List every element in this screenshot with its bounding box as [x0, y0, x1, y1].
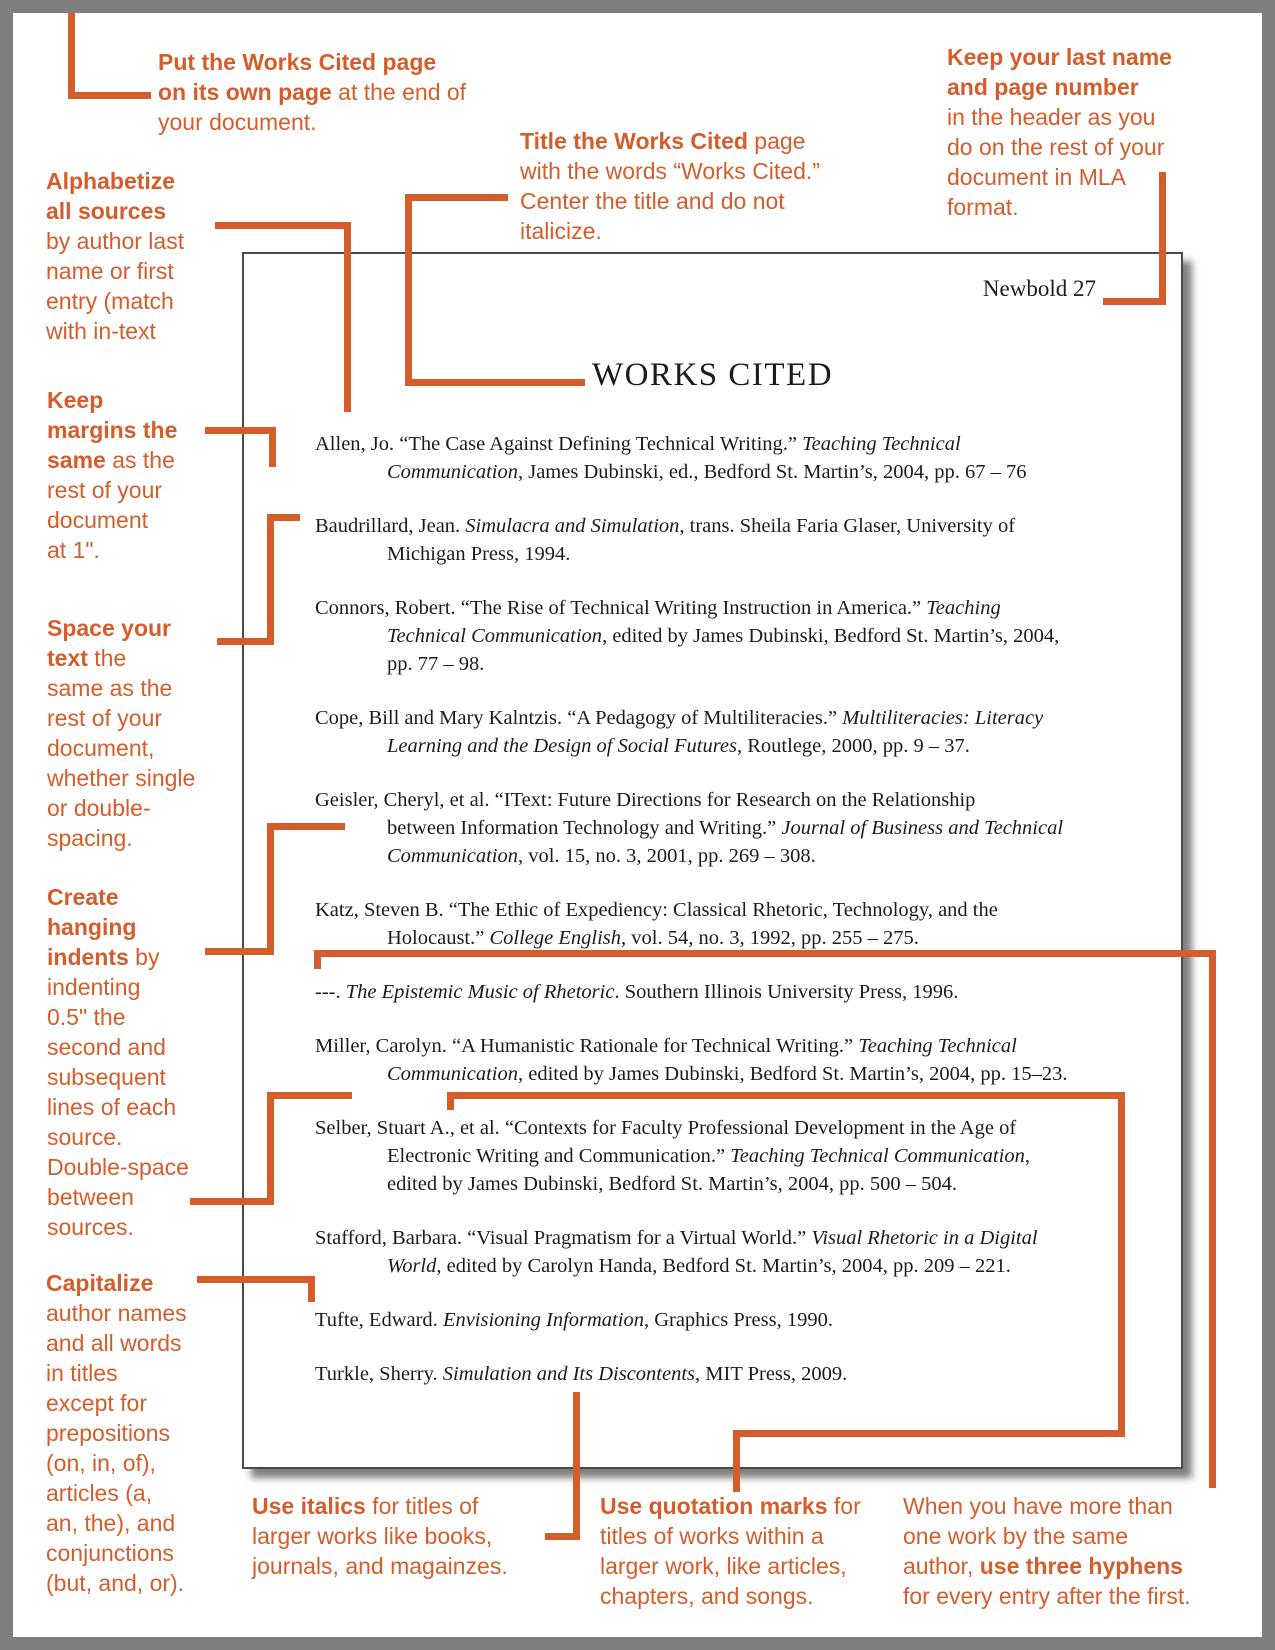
annotation-line: an, the), and [46, 1510, 176, 1536]
citation-line: Miller, Carolyn. “A Humanistic Rationale for Technical Writing.” Teaching Technical [315, 1035, 1017, 1057]
connector-quotation-horizontal-top [447, 1092, 1125, 1099]
annotation-put-own-page [158, 47, 466, 137]
annotation-use-quotation-marks [600, 1491, 861, 1611]
annotation-line: do on the rest of your [947, 134, 1165, 160]
citation-entry [315, 1032, 1181, 1088]
connector-italics-vertical [573, 1392, 580, 1540]
annotation-line: journals, and magainzes. [252, 1553, 508, 1579]
citation-line: Cope, Bill and Mary Kalntzis. “A Pedagogy of Multiliteracies.” Multiliteracies: Literacy [315, 707, 1044, 729]
annotation-line: indents by [47, 944, 160, 970]
annotation-line: lines of each [47, 1094, 177, 1120]
annotation-capitalize [46, 1268, 187, 1598]
citation-line: pp. 77 – 98. [387, 653, 485, 675]
annotation-line: by author last [46, 228, 185, 254]
annotation-three-hyphens [903, 1491, 1191, 1611]
annotation-line: format. [947, 194, 1019, 220]
annotation-line: Create [47, 884, 119, 910]
annotation-line: same as the [47, 675, 173, 701]
connector-margins-vertical [269, 427, 276, 467]
citation-line: Communication, James Dubinski, ed., Bedford St. Martin’s, 2004, pp. 67 – 76 [387, 461, 1027, 483]
citation-line: Learning and the Design of Social Futures, Routlege, 2000, pp. 9 – 37. [387, 735, 970, 757]
annotation-line: second and [47, 1034, 166, 1060]
connector-title-horizontal-top [405, 194, 508, 201]
annotation-last-name-page-number [947, 42, 1172, 222]
citation-line: between Information Technology and Writing.” Journal of Business and Technical [387, 817, 1064, 839]
annotation-title-works-cited [520, 126, 820, 246]
works-cited-paper [242, 252, 1183, 1469]
citation-entry [315, 1360, 1181, 1388]
annotation-line: 0.5" the [47, 1004, 126, 1030]
annotation-line: document, [47, 735, 155, 761]
citation-line: Geisler, Cheryl, et al. “IText: Future Directions for Research on the Relationship [315, 789, 976, 811]
annotation-line: entry (match [46, 288, 174, 314]
citations-list [315, 430, 1181, 1388]
connector-margins-horizontal [205, 427, 276, 434]
connector-capitalize-stub [308, 1276, 315, 1302]
connector-three-hyphens-vertical [1209, 950, 1216, 1488]
citation-line: World, edited by Carolyn Handa, Bedford St. Martin’s, 2004, pp. 209 – 221. [387, 1255, 1011, 1277]
annotation-line: Center the title and do not [520, 188, 785, 214]
connector-quotation-vertical-left [733, 1430, 740, 1492]
citation-entry [315, 786, 1181, 870]
annotation-line: rest of your [47, 705, 163, 731]
annotation-line: at 1". [47, 537, 100, 563]
annotation-line: in the header as you [947, 104, 1156, 130]
annotation-line: (on, in, of), [46, 1450, 156, 1476]
citation-line: Selber, Stuart A., et al. “Contexts for Faculty Professional Development in the Age of [315, 1117, 1017, 1139]
connector-quotation-vertical-right [1118, 1092, 1125, 1437]
citation-entry [315, 594, 1181, 678]
connector-put-own-page-horizontal [68, 92, 151, 99]
citation-entry [315, 1224, 1181, 1280]
annotation-line: When you have more than [903, 1493, 1173, 1519]
annotation-line: (but, and, or). [46, 1570, 185, 1596]
annotation-line: prepositions [46, 1420, 171, 1446]
citation-line: Connors, Robert. “The Rise of Technical Writing Instruction in America.” Teaching [315, 597, 1001, 619]
annotation-line: Use quotation marks for [600, 1493, 861, 1519]
connector-quotation-horizontal-bottom [733, 1430, 1125, 1437]
citation-line: Katz, Steven B. “The Ethic of Expediency: Classical Rhetoric, Technology, and the [315, 899, 998, 921]
annotation-keep-margins [47, 385, 177, 565]
annotation-line: and page number [947, 74, 1139, 100]
connector-alphabetize-horizontal [215, 222, 351, 229]
annotation-line: chapters, and songs. [600, 1583, 814, 1609]
annotation-line: Title the Works Cited page [520, 128, 806, 154]
connector-spacing-horizontal-bottom [217, 638, 274, 645]
annotation-line: with the words “Works Cited.” [520, 158, 820, 184]
annotation-line: text the [47, 645, 127, 671]
citation-line: Turkle, Sherry. Simulation and Its Discontents, MIT Press, 2009. [315, 1363, 848, 1385]
works-cited-title: WORKS CITED [591, 357, 834, 393]
annotation-line: subsequent [47, 1064, 166, 1090]
annotation-line: Keep [47, 387, 104, 413]
citation-entry [315, 512, 1181, 568]
connector-spacing-vertical [267, 514, 274, 645]
citation-line: Michigan Press, 1994. [387, 543, 571, 565]
annotation-line: for every entry after the first. [903, 1583, 1191, 1609]
annotation-line: larger work, like articles, [600, 1553, 847, 1579]
annotation-line: author names [46, 1300, 187, 1326]
citation-entry [315, 1306, 1181, 1334]
annotation-line: name or first [46, 258, 174, 284]
connector-hanging-vertical [267, 823, 274, 955]
annotation-hanging-indents [47, 882, 189, 1242]
annotation-line: author, use three hyphens [903, 1553, 1183, 1579]
citation-entry [315, 704, 1181, 760]
citation-line: Communication, vol. 15, no. 3, 2001, pp. 269 – 308. [387, 845, 816, 867]
annotation-line: Use italics for titles of [252, 1493, 479, 1519]
annotation-line: Capitalize [46, 1270, 154, 1296]
annotation-line: and all words [46, 1330, 182, 1356]
annotation-line: Keep your last name [947, 44, 1172, 70]
citation-entry [315, 1114, 1181, 1198]
annotation-line: Alphabetize [46, 168, 176, 194]
annotation-line: indenting [47, 974, 141, 1000]
connector-title-vertical [405, 194, 412, 386]
annotation-line: hanging [47, 914, 137, 940]
annotation-line: larger works like books, [252, 1523, 493, 1549]
citation-line: ---. The Epistemic Music of Rhetoric. Southern Illinois University Press, 1996. [315, 981, 959, 1003]
annotation-line: titles of works within a [600, 1523, 824, 1549]
annotation-line: or double- [47, 795, 151, 821]
annotation-line: Double-space [47, 1154, 189, 1180]
annotation-line: document [47, 507, 149, 533]
annotation-line: conjunctions [46, 1540, 174, 1566]
annotation-line: document in MLA [947, 164, 1126, 190]
connector-double-space-horizontal-top [267, 1092, 352, 1099]
annotation-line: articles (a, [46, 1480, 153, 1506]
annotation-use-italics [252, 1491, 508, 1581]
annotation-line: your document. [158, 109, 317, 135]
connector-title-horizontal-bottom [405, 379, 585, 386]
citation-line: Stafford, Barbara. “Visual Pragmatism for a Virtual World.” Visual Rhetoric in a Digital [315, 1227, 1038, 1249]
annotation-line: in titles [46, 1360, 118, 1386]
citation-line: Tufte, Edward. Envisioning Information, Graphics Press, 1990. [315, 1309, 833, 1331]
connector-hanging-horizontal-top [267, 823, 345, 830]
annotation-line: one work by the same [903, 1523, 1129, 1549]
annotation-line: sources. [47, 1214, 134, 1240]
citation-line: Baudrillard, Jean. Simulacra and Simulation, trans. Sheila Faria Glaser, University of [315, 515, 1016, 537]
citation-entry [315, 430, 1181, 486]
annotation-line: on its own page at the end of [158, 79, 467, 105]
annotation-line: rest of your [47, 477, 163, 503]
annotation-line: same as the [47, 447, 175, 473]
annotation-line: with in-text [46, 318, 156, 344]
citation-line: Electronic Writing and Communication.” Teaching Technical Communication, [387, 1145, 1030, 1167]
annotation-line: all sources [46, 198, 167, 224]
citation-line: Holocaust.” College English, vol. 54, no. 3, 1992, pp. 255 – 275. [387, 927, 919, 949]
connector-double-space-vertical [267, 1092, 274, 1205]
annotation-line: Space your [47, 615, 171, 641]
connector-last-name-horizontal [1103, 298, 1166, 305]
connector-italics-horizontal [545, 1533, 580, 1540]
annotation-line: source. [47, 1124, 123, 1150]
citation-entry [315, 978, 1181, 1006]
annotation-line: whether single [47, 765, 196, 791]
annotation-line: except for [46, 1390, 147, 1416]
connector-double-space-horizontal-bottom [190, 1198, 274, 1205]
connector-three-hyphens-horizontal [314, 950, 1216, 957]
citation-line: Technical Communication, edited by James Dubinski, Bedford St. Martin’s, 2004, [387, 625, 1060, 647]
connector-capitalize-horizontal [197, 1276, 315, 1283]
citation-line: Allen, Jo. “The Case Against Defining Technical Writing.” Teaching Technical [315, 433, 961, 455]
connector-hanging-horizontal-bottom [205, 948, 274, 955]
annotation-line: spacing. [47, 825, 133, 851]
annotation-alphabetize [46, 166, 184, 346]
annotation-line: between [47, 1184, 134, 1210]
annotation-space-your-text [47, 613, 195, 853]
connector-alphabetize-vertical [344, 222, 351, 412]
citation-line: edited by James Dubinski, Bedford St. Martin’s, 2004, pp. 500 – 504. [387, 1173, 957, 1195]
annotation-line: italicize. [520, 218, 602, 244]
annotation-line: margins the [47, 417, 178, 443]
page-header-last-name: Newbold 27 [982, 276, 1096, 301]
annotation-line: Put the Works Cited page [158, 49, 437, 75]
citation-line: Communication, edited by James Dubinski, Bedford St. Martin’s, 2004, pp. 15–23. [387, 1063, 1068, 1085]
citation-entry [315, 896, 1181, 952]
connector-put-own-page-vertical [68, 12, 75, 99]
